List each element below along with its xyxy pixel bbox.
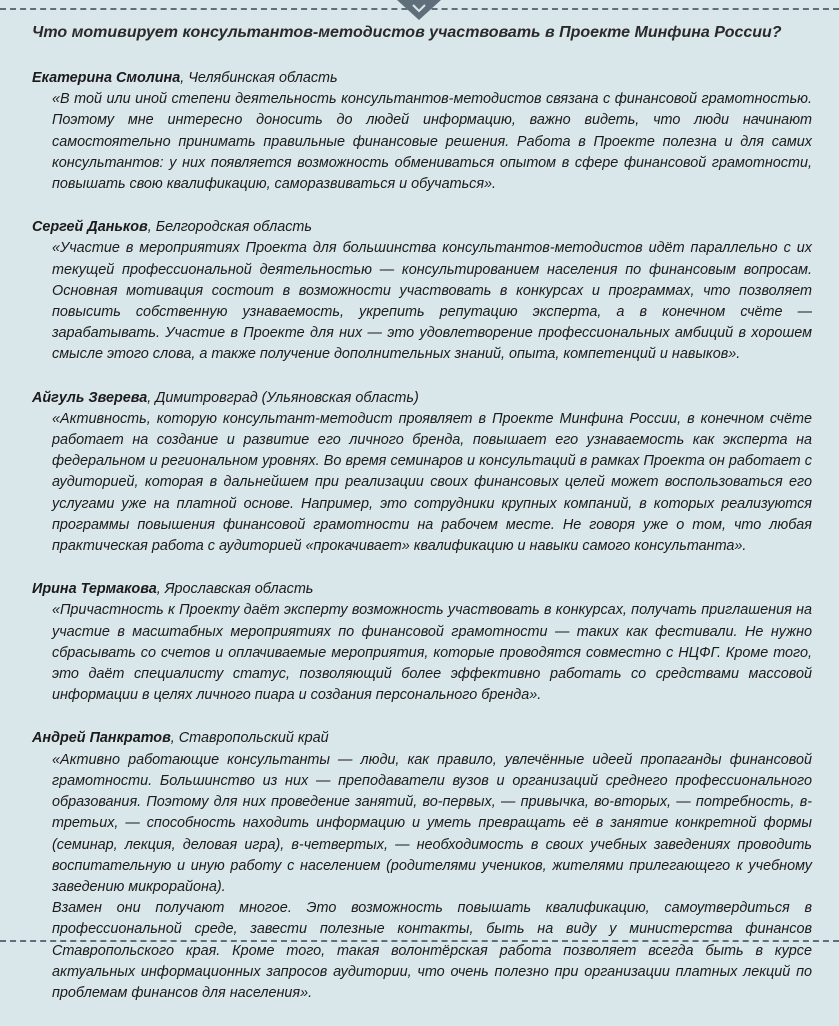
author-region: , Ярославская область — [156, 581, 314, 598]
testimonial-entry — [32, 388, 812, 558]
testimonial-list — [32, 68, 812, 1004]
author-name: Айгуль Зверева — [32, 389, 148, 406]
author-name: Ирина Термакова — [32, 581, 157, 598]
chevron-down-icon — [397, 0, 441, 22]
author-region: , Ставропольский край — [170, 730, 329, 747]
author-line — [32, 217, 812, 238]
article-body — [32, 22, 812, 1026]
author-name: Андрей Панкратов — [32, 730, 171, 747]
author-region: , Белгородская область — [147, 219, 312, 236]
author-name: Екатерина Смолина — [32, 70, 181, 86]
author-line — [32, 388, 812, 409]
testimonial-entry — [32, 217, 812, 365]
quote-paragraph: «Причастность к Проекту даёт эксперту возможность участвовать в конкурсах, получать приглашения на участие в масштабных мероприятиях по финансовой грамотности — таких как фестивали. Не нужно сбрасывать со счетов и оплачиваемые мероприятия, которые проводятся совместно с НЦФГ. Кроме того, это даёт специалисту статус, позволяющий более эффективно работать со средствами массовой информации в целях личного пиара и создания персонального бренда». — [52, 602, 812, 704]
author-region: , Димитровград (Ульяновская область) — [147, 389, 419, 406]
author-name: Сергей Даньков — [32, 219, 148, 236]
testimonial-entry — [32, 728, 812, 1004]
testimonial-entry — [32, 68, 812, 195]
quote-paragraph: «В той или иной степени деятельность консультантов-методистов связана с финансовой грамотностью. Поэтому мне интересно доносить до людей информацию, важно видеть, что люди начинают самостоятельно принимать правильные финансовые решения. Работа в Проекте полезна и для самих консультантов: у них появляется возможность обмениваться опытом в сфере финансовой грамотности, повышать свою квалификацию, саморазвиваться и обучаться». — [52, 91, 812, 193]
page-title: Что мотивирует консультантов-методистов участвовать в Проекте Минфина России? — [32, 24, 782, 41]
quote-paragraph: «Активность, которую консультант-методист проявляет в Проекте Минфина России, в конечном счёте работает на создание и развитие его личного бренда, повышает его узнаваемость как эксперта на федеральном и региональном уровнях. Во время семинаров и консультаций в рамках Проекта он работает с аудиторией, которая в дальнейшем при реализации своих финансовых целей может воспользоваться его услугами уже на платной основе. Например, это сотрудники крупных компаний, в которых реализуются программы повышения финансовой грамотности на рабочем месте. Не говоря уже о том, что любая практическая работа с аудиторией «прокачивает» квалификацию и навыки самого консультанта». — [52, 410, 812, 555]
testimonial-entry — [32, 579, 812, 706]
quote-paragraph: «Активно работающие консультанты — люди, как правило, увлечённые идеей пропаганды финансовой грамотности. Большинство из них — преподаватели вузов и организаций среднего профессионального образования. Поэтому для них проведение занятий, во-первых, — привычка, во-вторых, — потребность, в-третьих, — способность находить информацию и уметь превращать её в занятие конкретной формы (семинар, лекция, деловая игра), в-четвертых, — необходимость в своих учебных заведениях проводить воспитательную и иную работу с населением (родителями учеников, жителями прилегающего к учебному заведению микрорайона). — [52, 751, 812, 895]
author-line — [32, 68, 812, 89]
author-line — [32, 579, 812, 600]
quote-paragraph: Взамен они получают многое. Это возможность повышать квалификацию, самоутвердиться в профессиональной среде, завести полезные контакты, быть на виду у министерства финансов Ставропольского края. Кроме того, такая волонтёрская работа позволяет всегда быть в курсе актуальных информационных запросов аудитории, что очень полезно при организации платных лекций по проблемам финансов для населения». — [52, 900, 812, 1001]
author-region: , Челябинская область — [180, 70, 338, 86]
bottom-dashed-border — [0, 940, 839, 942]
quote-paragraph: «Участие в мероприятиях Проекта для большинства консультантов-методистов идёт параллельно с их текущей профессиональной деятельностью — консультированием населения по финансовым вопросам. Основная мотивация состоит в возможности участвовать в конкурсах и программах, что позволяет повысить собственную узнаваемость, укрепить репутацию эксперта, а в конечном счёте — зарабатывать. Участие в Проекте для них — это удовлетворение профессиональных амбиций в хорошем смысле этого слова, а также получение дополнительных знаний, опыта, компетенций и навыков». — [52, 240, 812, 363]
author-line — [32, 728, 812, 749]
